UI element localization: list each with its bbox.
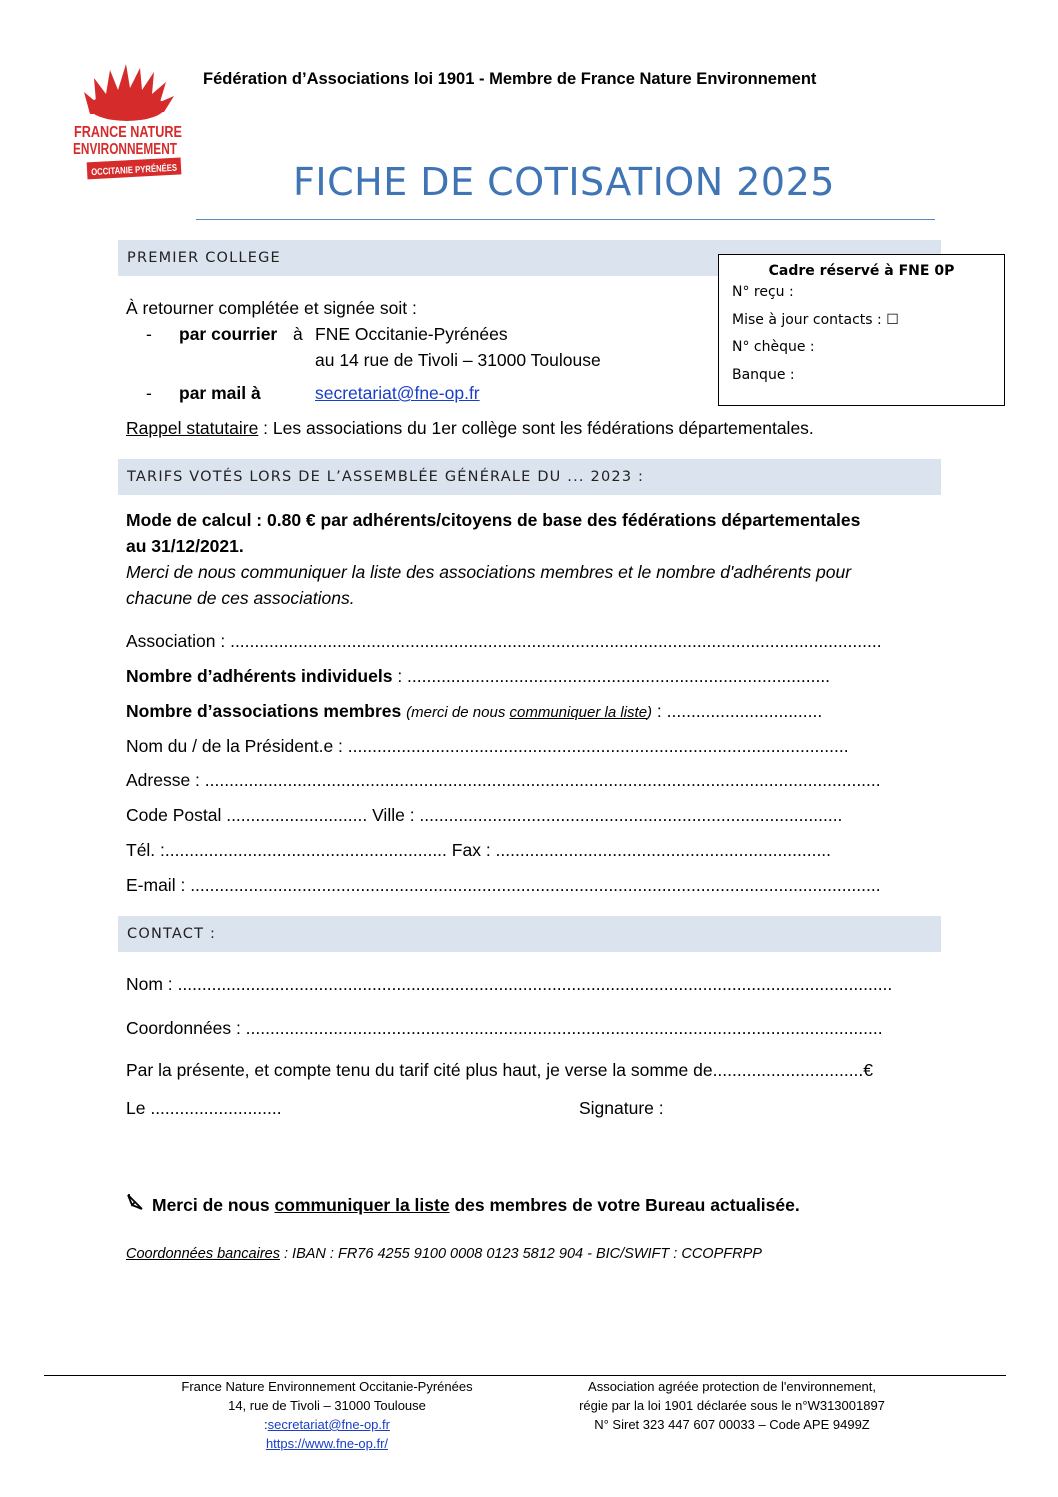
courier-label: par courrier: [179, 324, 278, 344]
field-nb-assoc-dots[interactable]: ................................: [666, 701, 823, 721]
merci-line: [126, 1193, 800, 1216]
field-nb-adherents: Nombre d’adhérents individuels : .......................................................................................: [126, 666, 831, 686]
field-nb-adherents-label: Nombre d’adhérents individuels: [126, 666, 393, 686]
field-association: [126, 631, 882, 652]
contact-le: [126, 1098, 282, 1119]
contact-coord-dots[interactable]: ...................................................................................................................................: [245, 1018, 883, 1038]
contact-euro: €: [863, 1060, 874, 1080]
courier-line-2: au 14 rue de Tivoli – 31000 Toulouse: [315, 350, 601, 370]
footer-left-1: France Nature Environnement Occitanie-Pyrénées: [181, 1379, 473, 1394]
field-cp-ville: [126, 805, 842, 826]
contact-verse: [126, 1060, 873, 1081]
field-nb-assoc: Nombre d’associations membres (merci de nous communiquer la liste) : ................................: [126, 701, 823, 721]
rappel-line: [126, 418, 814, 439]
footer-colon: :: [264, 1417, 268, 1432]
merci-u: communiquer la liste: [274, 1195, 450, 1215]
contact-le-label: Le: [126, 1098, 151, 1118]
footer-left-2: 14, rue de Tivoli – 31000 Toulouse: [228, 1398, 426, 1413]
contact-le-dots[interactable]: ...........................: [150, 1098, 282, 1118]
bank-label: Coordonnées bancaires: [126, 1246, 280, 1262]
dash-2: -: [146, 383, 152, 403]
footer-right-1: Association agréée protection de l'environnement,: [588, 1379, 876, 1394]
contact-nom-dots[interactable]: ...................................................................................................................................................: [177, 974, 893, 994]
merci-a: Merci de nous: [152, 1195, 275, 1215]
field-tel-dots[interactable]: ..........................................................: [164, 840, 447, 860]
footer-divider: [44, 1375, 1006, 1376]
mode-line-2: au 31/12/2021.: [126, 536, 244, 556]
field-adresse: [126, 770, 881, 791]
email-link[interactable]: secretariat@fne-op.fr: [315, 383, 480, 403]
field-fax-dots[interactable]: .....................................................................: [495, 840, 832, 860]
logo-text-2: ENVIRONNEMENT: [73, 141, 178, 158]
contact-verse-dots[interactable]: ...............................: [712, 1060, 864, 1080]
mode-line-1: Mode de calcul : 0.80 € par adhérents/citoyens de base des fédérations départementales: [126, 510, 861, 530]
field-email: [126, 875, 881, 896]
note-line-2: chacune de ces associations.: [126, 588, 355, 608]
field-adresse-dots[interactable]: ...........................................................................................................................................: [204, 770, 881, 790]
field-nb-assoc-label: Nombre d’associations membres: [126, 701, 402, 721]
field-cp-label: Code Postal: [126, 805, 227, 825]
bank-text: : IBAN : FR76 4255 9100 0008 0123 5812 904 - BIC/SWIFT : CCOPFRPP: [279, 1246, 762, 1262]
section-heading-premier-college: PREMIER COLLEGE: [118, 240, 941, 276]
rappel-text: : Les associations du 1er collège sont les fédérations départementales.: [258, 418, 814, 438]
intro-text: À retourner complétée et signée soit :: [126, 298, 417, 318]
reserved-line-recu: N° reçu :: [732, 284, 794, 300]
contact-coord-label: Coordonnées :: [126, 1018, 246, 1038]
footer-right-3: N° Siret 323 447 607 00033 – Code APE 9499Z: [594, 1417, 870, 1432]
logo-text-1: FRANCE NATURE: [74, 124, 182, 141]
pencil-svg-icon: [126, 1193, 146, 1211]
field-adresse-label: Adresse :: [126, 770, 205, 790]
field-tel-fax: [126, 840, 831, 861]
signature-label: Signature :: [579, 1098, 664, 1118]
contact-nom-label: Nom :: [126, 974, 173, 994]
field-association-label: Association :: [126, 631, 231, 651]
field-fax-label: Fax :: [451, 840, 496, 860]
contact-nom: [126, 974, 892, 995]
dash-1: -: [146, 324, 152, 344]
footer-left-3: [132, 1415, 522, 1434]
field-cp-dots[interactable]: .............................: [226, 805, 368, 825]
reserved-line-banque: Banque :: [732, 366, 795, 383]
field-president: [126, 736, 849, 757]
field-president-dots[interactable]: .......................................................................................................: [347, 736, 849, 756]
section-heading-tarifs: TARIFS VOTÉS LORS DE L’ASSEMBLÉE GÉNÉRALE DU ... 2023 :: [118, 459, 941, 495]
field-email-dots[interactable]: ..............................................................................................................................................: [190, 875, 881, 895]
email-label: par mail à: [179, 383, 261, 403]
field-association-dots[interactable]: ......................................................................................................................................: [230, 631, 882, 651]
federation-line: Fédération d’Associations loi 1901 - Membre de France Nature Environnement: [203, 70, 817, 88]
pencil-icon: [126, 1193, 146, 1216]
contact-coord: [126, 1018, 883, 1039]
section-heading-contact: CONTACT :: [118, 916, 941, 952]
page-title: FICHE DE COTISATION 2025: [293, 160, 835, 204]
contact-verse-label: Par la présente, et compte tenu du tarif cité plus haut, je verse la somme de: [126, 1060, 713, 1080]
reserved-line-cheque: N° chèque :: [732, 339, 815, 355]
footer-right-2: régie par la loi 1901 déclarée sous le n°W313001897: [579, 1398, 885, 1413]
rappel-label: Rappel statutaire: [126, 418, 259, 438]
footer-right: [528, 1377, 936, 1434]
courier-line-1: FNE Occitanie-Pyrénées: [315, 324, 508, 344]
field-president-label: Nom du / de la Président.e :: [126, 736, 348, 756]
title-divider: [196, 219, 935, 220]
reserved-line-contacts: Mise à jour contacts : ☐: [732, 311, 899, 328]
field-nb-adherents-dots[interactable]: .......................................................................................: [407, 666, 831, 686]
footer-left: [132, 1377, 522, 1453]
reserved-box: [718, 254, 1005, 406]
footer-email-link[interactable]: secretariat@fne-op.fr: [267, 1417, 390, 1432]
note-line-1: Merci de nous communiquer la liste des associations membres et le nombre d'adhérents pour: [126, 562, 852, 582]
field-tel-label: Tél. :: [126, 840, 165, 860]
reserved-title: Cadre réservé à FNE 0P: [768, 263, 955, 279]
field-email-label: E-mail :: [126, 875, 191, 895]
courier-prep: à: [293, 324, 303, 344]
footer-website-link[interactable]: https://www.fne-op.fr/: [265, 1436, 389, 1451]
bank-line: [126, 1246, 762, 1262]
field-ville-label: Ville :: [372, 805, 420, 825]
field-nb-assoc-note-a: (merci de nous: [406, 704, 510, 721]
field-nb-assoc-note-b: ): [647, 704, 653, 721]
field-nb-assoc-note-u: communiquer la liste: [509, 704, 648, 721]
field-ville-dots[interactable]: .......................................................................................: [419, 805, 843, 825]
merci-b: des membres de votre Bureau actualisée.: [449, 1195, 800, 1215]
logo-text-3: OCCITANIE PYRÉNÉES: [90, 161, 198, 179]
